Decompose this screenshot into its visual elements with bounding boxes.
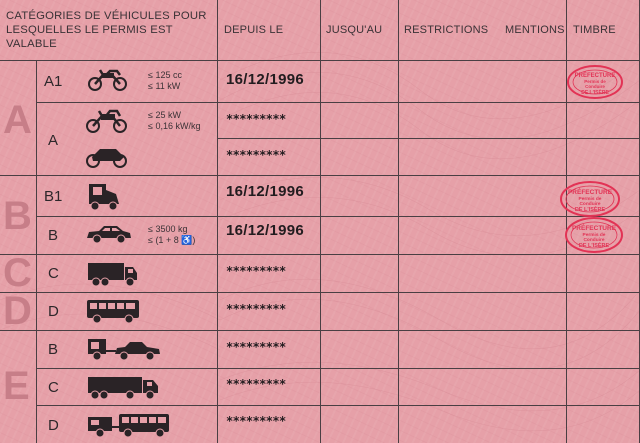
row-label-b1: B1 <box>44 188 63 205</box>
row-label-de: D <box>48 417 59 434</box>
svg-text:Permis de: Permis de <box>582 233 606 238</box>
restrictions-header: RESTRICTIONS <box>404 24 489 36</box>
svg-text:DE L'ISÈRE: DE L'ISÈRE <box>581 90 609 96</box>
spec-a <box>148 110 200 132</box>
grid-line <box>0 254 640 255</box>
svg-text:PRÉFECTURE: PRÉFECTURE <box>567 189 613 196</box>
mentions-header: MENTIONS <box>505 24 565 36</box>
row-label-be: B <box>48 341 59 358</box>
truck-icon <box>86 260 138 288</box>
spec-b-weight: ≤ 3500 kg <box>148 224 188 234</box>
grid-line <box>36 60 37 443</box>
grid-line <box>0 175 640 176</box>
motorcycle-icon <box>86 143 128 169</box>
depuis-d: ********* <box>226 302 286 316</box>
grid-line <box>0 60 640 61</box>
row-label-c: C <box>48 265 59 282</box>
grid-line <box>320 0 321 443</box>
group-letter-d: D <box>3 289 32 333</box>
svg-text:Conduire: Conduire <box>583 238 605 243</box>
spec-a1-cc: ≤ 125 cc <box>148 70 182 80</box>
group-letter-b: B <box>3 194 32 238</box>
prefecture-stamp <box>566 64 624 100</box>
svg-text:Conduire: Conduire <box>585 84 605 89</box>
spec-b <box>148 224 195 246</box>
bus-icon <box>86 297 140 325</box>
bus-trailer-icon <box>86 411 172 439</box>
group-letter-a: A <box>3 98 32 142</box>
car-icon <box>86 223 132 245</box>
depuis-de: ********* <box>226 414 286 428</box>
spec-a-ratio: ≤ 0,16 kW/kg <box>148 121 201 131</box>
truck-trailer-icon <box>86 373 162 401</box>
svg-text:Conduire: Conduire <box>579 202 601 207</box>
row-label-ce: C <box>48 379 59 396</box>
prefecture-stamp <box>558 180 622 218</box>
depuis-ce: ********* <box>226 377 286 391</box>
grid-line <box>36 405 640 406</box>
row-label-a: A <box>48 132 59 149</box>
row-label-d: D <box>48 303 59 320</box>
svg-text:Permis de: Permis de <box>584 79 606 84</box>
svg-text:Permis de: Permis de <box>578 197 602 202</box>
depuis-b: 16/12/1996 <box>226 222 305 239</box>
depuis-a1: 16/12/1996 <box>226 71 305 88</box>
spec-a1-kw: ≤ 11 kW <box>148 81 181 91</box>
depuis-a: ********* <box>226 112 286 126</box>
motorcycle-icon <box>88 66 128 92</box>
jusquau-header: JUSQU'AU <box>326 24 383 36</box>
group-letter-e: E <box>3 364 30 408</box>
categories-header <box>6 0 218 60</box>
spec-a1 <box>148 70 182 92</box>
depuis-c: ********* <box>226 264 286 278</box>
quadricycle-icon <box>86 180 122 212</box>
depuis-b1: 16/12/1996 <box>226 183 305 200</box>
svg-text:DE L'ISÈRE: DE L'ISÈRE <box>578 243 610 249</box>
row-label-a1: A1 <box>44 73 63 90</box>
row-label-b: B <box>48 227 59 244</box>
motorcycle-icon <box>86 108 128 134</box>
group-letter-c: C <box>3 251 32 295</box>
svg-text:PRÉFECTURE: PRÉFECTURE <box>571 225 617 232</box>
grid-line <box>217 138 640 139</box>
prefecture-stamp <box>563 216 625 254</box>
categories-header-line1: CATÉGORIES DE VÉHICULES POUR <box>6 10 207 22</box>
grid-line <box>0 292 640 293</box>
svg-text:PRÉFECTURE: PRÉFECTURE <box>574 73 616 79</box>
depuis-header: DEPUIS LE <box>224 24 284 36</box>
depuis-a-full: ********* <box>226 148 286 162</box>
svg-text:DE L'ISÈRE: DE L'ISÈRE <box>574 207 606 213</box>
depuis-be: ********* <box>226 340 286 354</box>
grid-line <box>398 0 399 443</box>
grid-line <box>36 368 640 369</box>
timbre-header: TIMBRE <box>573 24 616 36</box>
grid-line <box>217 0 218 443</box>
categories-header-line2: LESQUELLES LE PERMIS EST VALABLE <box>6 24 173 50</box>
spec-a-kw: ≤ 25 kW <box>148 110 181 120</box>
spec-b-seats: ≤ (1 + 8 ♿) <box>148 235 196 245</box>
grid-line <box>36 216 640 217</box>
grid-line <box>0 330 640 331</box>
grid-line <box>36 102 640 103</box>
car-trailer-icon <box>86 336 162 362</box>
